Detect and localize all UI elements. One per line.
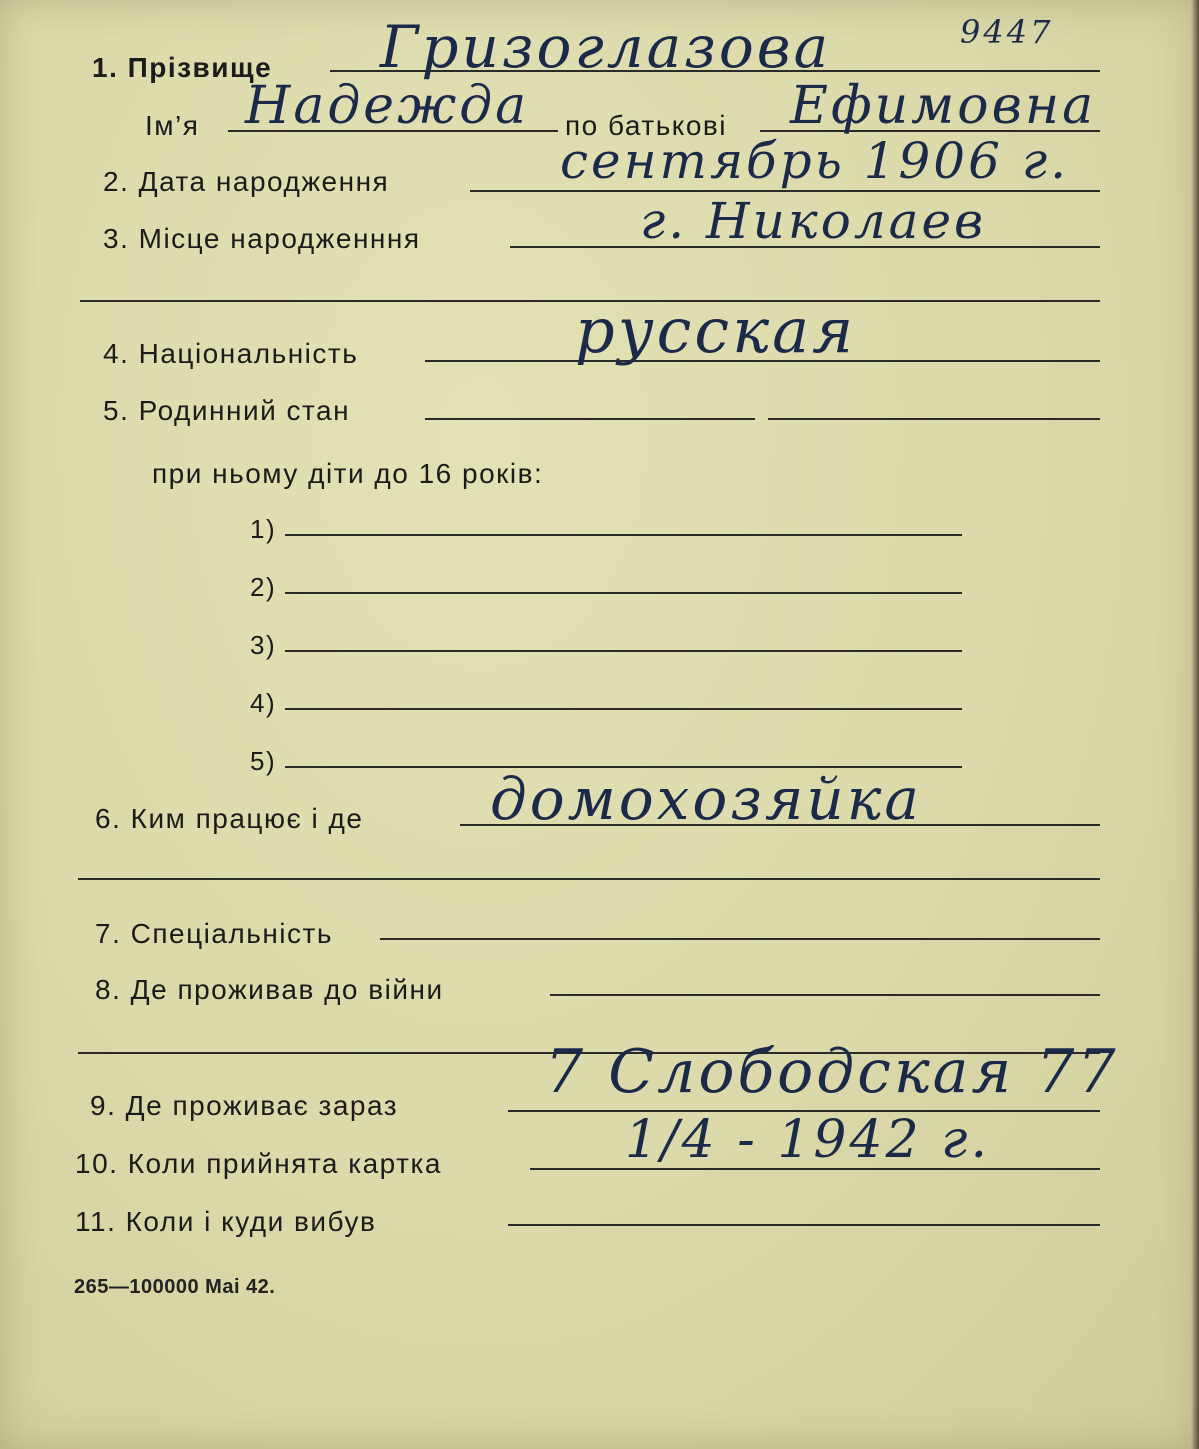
label-specialty: 7. Спеціальність [95, 918, 333, 949]
label-first-name: Ім’я [145, 110, 200, 141]
hw-surname: Гризоглазова [380, 13, 832, 81]
line-residence-before [550, 994, 1100, 996]
hw-surname-mark: 9447 [960, 13, 1054, 51]
label-children: при ньому діти до 16 років: [152, 458, 544, 489]
label-residence-before: 8. Де проживав до війни [95, 974, 444, 1005]
label-birth-place: 3. Місце народженння [103, 223, 421, 254]
line-marital-status-a [425, 418, 755, 420]
print-run-footer: 265—100000 Mai 42. [74, 1276, 276, 1298]
hw-birth-date: сентябрь 1906 г. [560, 132, 1069, 190]
label-marital-status: 5. Родинний стан [103, 395, 351, 426]
label-residence-now: 9. Де проживає зараз [90, 1090, 399, 1121]
line-child-4 [285, 708, 962, 710]
label-card-accepted: 10. Коли прийнята картка [75, 1148, 442, 1179]
label-occupation: 6. Ким працює і де [95, 803, 364, 834]
line-occupation-cont [78, 878, 1100, 880]
hw-occupation: домохозяйка [490, 765, 922, 833]
label-nationality: 4. Національність [103, 338, 359, 369]
hw-residence-now: 7 Слободская 77 [545, 1037, 1119, 1107]
line-specialty [380, 938, 1100, 940]
line-departed [508, 1224, 1100, 1226]
label-child-5: 5) [250, 746, 277, 776]
label-child-3: 3) [250, 630, 277, 660]
hw-first-name: Надежда [245, 76, 530, 136]
label-patronymic: по батькові [565, 110, 728, 141]
label-child-1: 1) [250, 514, 277, 544]
line-child-2 [285, 592, 962, 594]
hw-patronymic: Ефимовна [790, 76, 1097, 136]
hw-birth-place: г. Николаев [640, 192, 987, 250]
line-marital-status-b [768, 418, 1100, 420]
label-surname: 1. Прізвище [92, 52, 273, 83]
label-child-4: 4) [250, 688, 277, 718]
line-child-3 [285, 650, 962, 652]
hw-nationality: русская [575, 294, 857, 367]
label-departed: 11. Коли і куди вибув [75, 1206, 377, 1237]
label-birth-date: 2. Дата народження [103, 166, 390, 197]
card-edge-shadow [1191, 0, 1199, 1449]
line-child-1 [285, 534, 962, 536]
hw-card-accepted: 1/4 - 1942 г. [625, 1110, 990, 1170]
label-child-2: 2) [250, 572, 277, 602]
